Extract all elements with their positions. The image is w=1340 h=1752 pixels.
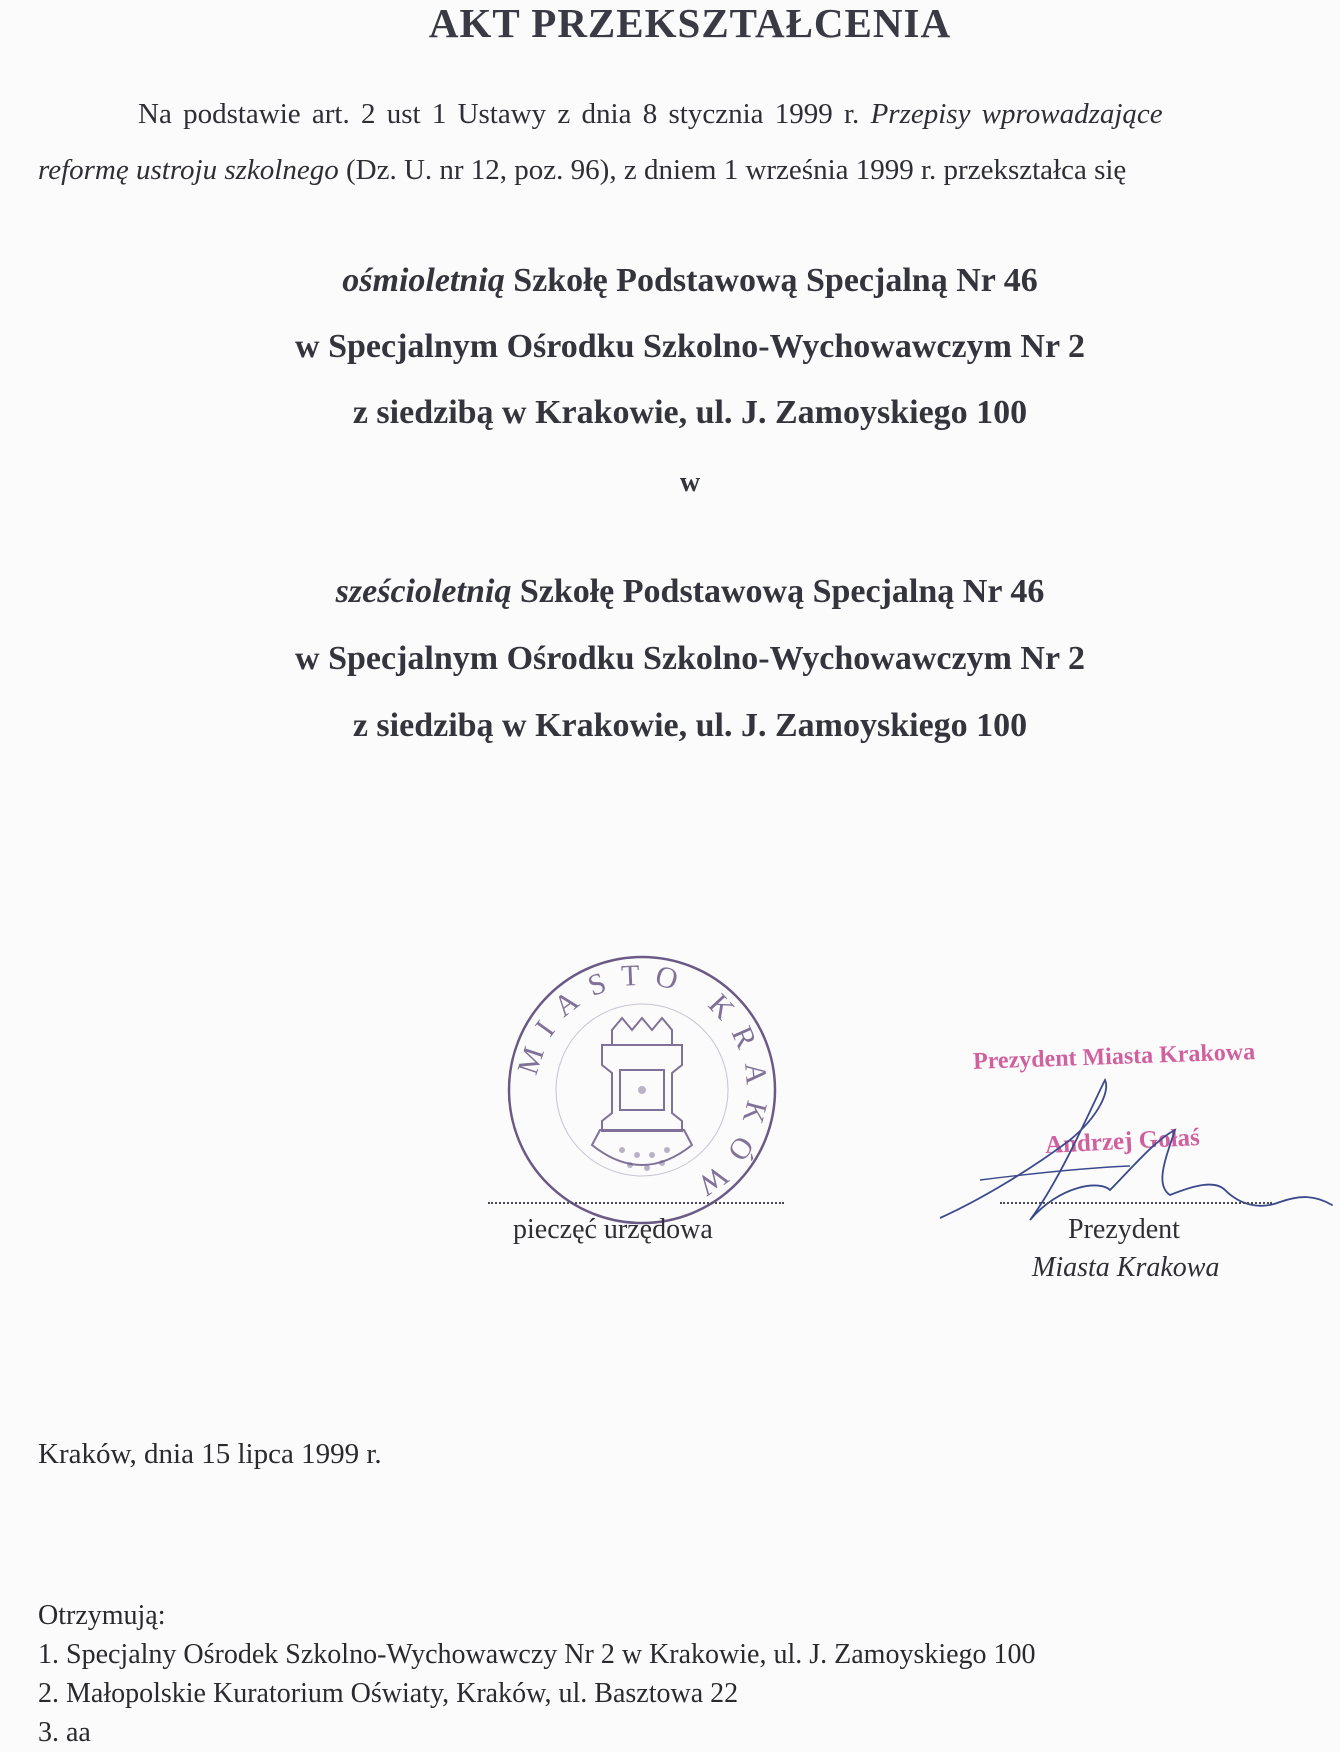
signature-label-2: Miasta Krakowa	[1032, 1252, 1220, 1283]
to-school-line-1	[0, 558, 1340, 625]
to-school-block	[0, 558, 1340, 759]
document-date: Kraków, dnia 15 lipca 1999 r.	[38, 1438, 382, 1470]
from-school-italic: ośmioletnią	[342, 262, 505, 299]
seal-dotted-line	[488, 1202, 784, 1204]
to-school-line-2: w Specjalnym Ośrodku Szkolno-Wychowawczym Nr 2	[295, 640, 1085, 677]
handwritten-signature-icon	[940, 1070, 1340, 1230]
to-school-name: Szkołę Podstawową Specjalną Nr 46	[519, 573, 1045, 610]
intro-line-1-text: Na podstawie art. 2 ust 1 Ustawy z dnia 8 stycznia 1999 r.	[138, 98, 860, 130]
svg-text:MIASTO KRAKÓW: MIASTO KRAKÓW	[511, 958, 775, 1210]
official-seal-icon	[502, 950, 782, 1230]
from-school-line-3: z siedzibą w Krakowie, ul. J. Zamoyskiego 100	[352, 394, 1028, 431]
recipients-list	[38, 1635, 1036, 1752]
recipients	[38, 1596, 1036, 1752]
from-school-line-2: w Specjalnym Ośrodku Szkolno-Wychowawczym Nr 2	[295, 328, 1085, 365]
signature-label-1: Prezydent	[1068, 1214, 1180, 1245]
intro-line-2	[38, 142, 1340, 198]
recipient-item: 2. Małopolskie Kuratorium Oświaty, Kraków, ul. Basztowa 22	[38, 1678, 739, 1709]
signature-dotted-line	[1000, 1202, 1272, 1204]
connector-word: w	[679, 467, 701, 498]
intro-paragraph	[38, 86, 1340, 198]
to-school-italic: sześcioletnią	[335, 573, 512, 610]
intro-line-1	[38, 86, 1340, 142]
document-title: AKT PRZEKSZTAŁCENIA	[428, 0, 952, 46]
intro-line-2-italic: reformę ustroju szkolnego	[38, 154, 339, 186]
signature-stamp-title: Prezydent Miasta Krakowa	[972, 1039, 1256, 1075]
intro-line-1-italic: Przepisy wprowadzające	[870, 98, 1163, 130]
recipient-item: 3. aa	[38, 1717, 91, 1748]
from-school-name: Szkołę Podstawową Specjalną Nr 46	[513, 262, 1038, 299]
to-school-line-3: z siedzibą w Krakowie, ul. J. Zamoyskiego 100	[352, 707, 1028, 744]
intro-line-2-text: (Dz. U. nr 12, poz. 96), z dniem 1 września 1999 r. przekształca się	[345, 154, 1127, 186]
seal-label: pieczęć urzędowa	[513, 1214, 713, 1245]
recipient-item: 1. Specjalny Ośrodek Szkolno-Wychowawczy Nr 2 w Krakowie, ul. J. Zamoyskiego 100	[38, 1639, 1036, 1670]
from-school-block	[0, 248, 1340, 446]
from-school-line-1	[0, 248, 1340, 314]
signature-stamp-name: Andrzej Gołaś	[1044, 1123, 1201, 1160]
recipients-heading: Otrzymują:	[38, 1600, 166, 1631]
